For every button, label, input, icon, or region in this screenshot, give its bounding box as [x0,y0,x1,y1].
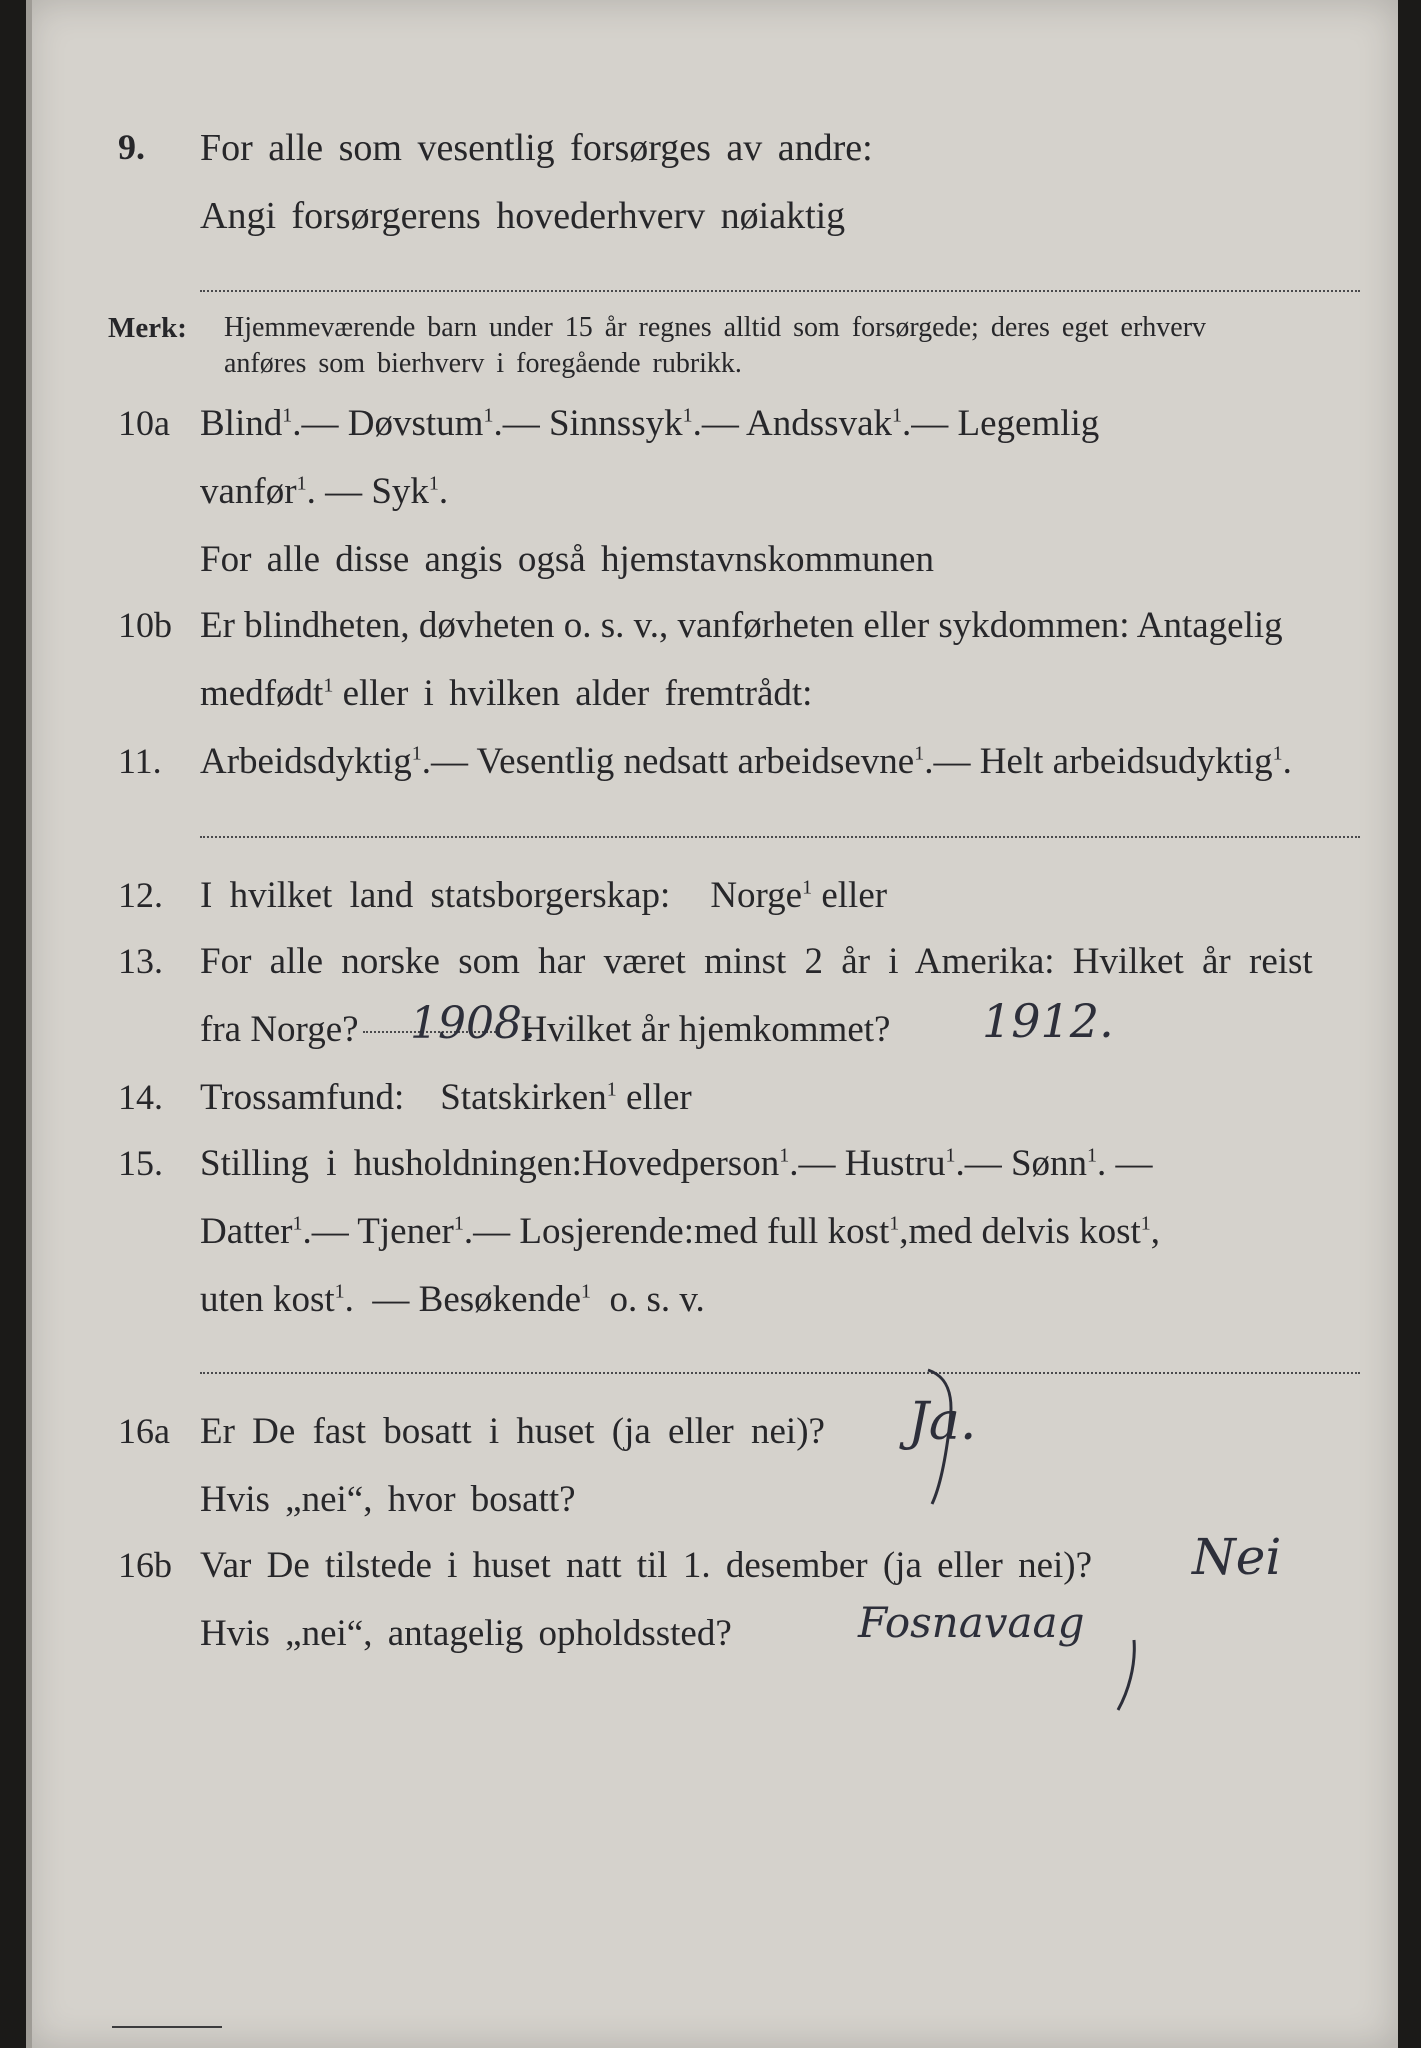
footnote-rule [112,2026,222,2028]
q14-text: Trossamfund: [200,1077,405,1118]
q9-line-1: For alle som vesentlig forsørges av andre: [200,127,873,169]
merk-line-2: anføres som bierhverv i foregående rubrikk. [224,348,742,379]
q10a-vanfor: vanfør$^1$. [200,471,326,512]
merk-line-1: Hjemmeværende barn under 15 år regnes alltid som forsørgede; deres eget erhverv [224,312,1207,343]
q13-hjem-answer: 1912. [982,994,1114,1048]
q15-uten: uten kost$^1$. [200,1279,373,1320]
q11-vesentlig: — Vesentlig nedsatt arbeidsevne$^1$. [430,741,934,782]
q16b-line-1: Var De tilstede i huset natt til 1. desember (ja eller nei)? [200,1545,1093,1586]
q13-reist-answer: 1908. [410,998,536,1049]
q10b-line-1: Er blindheten, døvheten o. s. v., vanførheten eller sykdommen: Antagelig [200,605,1283,646]
q10a-line-3: For alle disse angis også hjemstavnskommunen [200,539,934,580]
q10a-legemlig: — Legemlig [911,403,1100,444]
q14-number: 14. [118,1077,163,1117]
q15-number: 15. [118,1143,163,1183]
q15-hustru: — Hustru$^1$. [798,1143,965,1184]
q16b-number: 16b [118,1545,172,1585]
q10a-sinnssyk: — Sinnssyk$^1$. [502,403,702,444]
q10b-number: 10b [118,605,172,645]
q12-number: 12. [118,875,163,915]
q11-extra-line[interactable] [200,836,1360,838]
q15-delviskost: med delvis kost$^1$, [908,1211,1161,1252]
q16a-answer: Ja. [908,1392,977,1452]
q15-losjerende: — Losjerende: [473,1211,694,1252]
q12-norge: Norge$^1$ [710,875,813,916]
q16a-line-2: Hvis „nei“, hvor bosatt? [200,1479,576,1520]
q16a-number: 16a [118,1411,170,1451]
q12-text: I hvilket land statsborgerskap: [200,875,671,916]
q15-hovedperson: Hovedperson$^1$. [581,1143,799,1184]
q16b-answer: Nei [1192,1528,1282,1586]
q10a-syk: — Syk$^1$. [325,471,449,512]
q16b-line-2: Hvis „nei“, antagelig opholdssted? [200,1613,732,1654]
q15-extra-line[interactable] [200,1372,1360,1374]
q11-arbeidsdyktig: Arbeidsdyktig$^1$. [200,741,431,782]
q13-line-1: For alle norske som har været minst 2 år i Amerika: Hvilket år reist [200,941,1313,982]
q9-line-2: Angi forsørgerens hovederhverv nøiaktig [200,195,846,237]
q15-stilling: Stilling i husholdningen: [200,1143,582,1184]
q15-fullkost: med full kost$^1$, [694,1211,909,1252]
q14-statskirken: Statskirken$^1$ [440,1077,617,1118]
q16b-opholdssted-answer: Fosnavaag [858,1598,1085,1647]
q10a-number: 10a [118,403,170,443]
q15-sonn: — Sønn$^1$. — [964,1143,1153,1184]
q12-eller: eller [821,875,888,916]
handwritten-g-tail [1106,1636,1146,1716]
q13-hjem: Hvilket år hjemkommet? [520,1009,891,1050]
q15-datter: Datter$^1$. [200,1211,312,1252]
q15-besokende: — Besøkende$^1$ [372,1279,591,1320]
q9-extra-line[interactable] [200,290,1360,292]
q10a-dovstum: — Døvstum$^1$. [301,403,503,444]
q11-number: 11. [118,741,162,781]
q10a-andssvak: — Andssvak$^1$. [701,403,912,444]
page-edge [26,0,32,2048]
q13-number: 13. [118,941,163,981]
census-form-page [26,0,1398,2048]
q10b-medfodt: medfødt$^1$ [200,673,334,714]
handwritten-j-stroke [906,1362,986,1512]
q10a-blind: Blind$^1$. [200,403,302,444]
q15-tjener: — Tjener$^1$. [311,1211,474,1252]
q10b-rest: eller i hvilken alder fremtrådt: [342,673,813,714]
q13-fra: fra Norge? [200,1009,359,1050]
q16a-line-1: Er De fast bosatt i huset (ja eller nei)? [200,1411,825,1452]
q15-osv: o. s. v. [609,1279,705,1320]
q14-eller: eller [625,1077,692,1118]
q11-helt: — Helt arbeidsudyktig$^1$. [933,741,1292,782]
merk-label: Merk: [108,312,187,344]
q9-number: 9. [118,127,145,167]
